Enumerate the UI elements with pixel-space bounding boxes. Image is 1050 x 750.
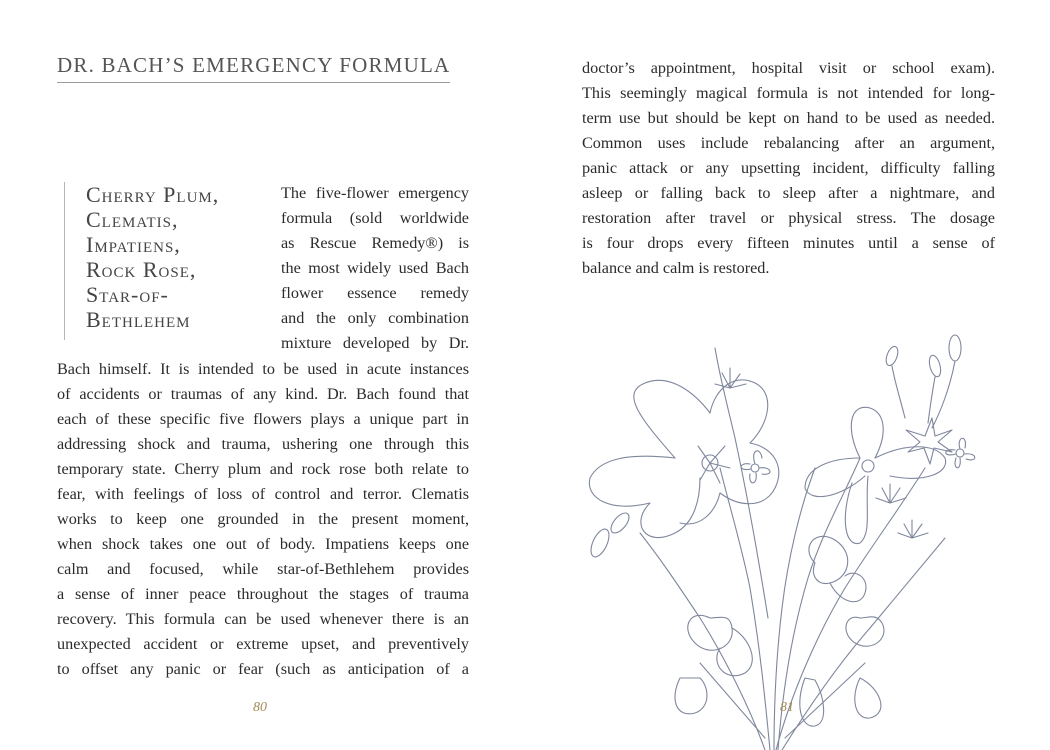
- text-line: fear, with feelings of loss of control and terror. Clematis: [57, 485, 469, 503]
- petal: [741, 451, 770, 483]
- text-line: recovery. This formula can be used whenever there is an: [57, 610, 469, 628]
- bud: [587, 526, 612, 559]
- pullquote-line: Cherry Plum,: [86, 182, 220, 207]
- bud-center: [956, 449, 964, 457]
- flower-center: [862, 460, 874, 472]
- text-line: as Rescue Remedy®) is: [281, 234, 469, 252]
- petal: [830, 573, 866, 602]
- petal: [717, 628, 752, 676]
- text-line: to offset any panic or fear (such as anticipation of a: [57, 660, 469, 678]
- page-number: 80: [253, 700, 267, 715]
- text-line: balance and calm is restored.: [582, 259, 770, 277]
- stem: [720, 468, 770, 750]
- text-line: calm and focused, while star-of-Bethlehem provides: [57, 560, 469, 578]
- text-line: panic attack or any upsetting incident, difficulty falling: [582, 159, 995, 177]
- petal: [634, 380, 768, 458]
- title-rule: [57, 82, 450, 83]
- text-line: and the only combination: [281, 309, 469, 327]
- text-line: unexpected accident or extreme upset, and preventively: [57, 635, 469, 653]
- text-line: term use but should be kept on hand to be used as needed.: [582, 109, 995, 127]
- text-line: mixture developed by Dr.: [281, 334, 469, 352]
- text-line: formula (sold worldwide: [281, 209, 469, 227]
- text-line: asleep or falling back to sleep after a nightmare, and: [582, 184, 995, 202]
- tuft: [898, 520, 928, 538]
- text-line: addressing shock and trauma, ushering one through this: [57, 435, 469, 453]
- page-number: 81: [780, 700, 794, 715]
- text-line: a sense of inner peace throughout the stages of trauma: [57, 585, 469, 603]
- tuft: [876, 484, 906, 503]
- stem: [700, 663, 765, 738]
- pullquote-line: Impatiens,: [86, 232, 181, 257]
- leaf: [855, 678, 881, 718]
- text-line: restoration after travel or physical stress. The dosage: [582, 209, 995, 227]
- right-page: [525, 0, 1050, 750]
- petal: [946, 438, 975, 467]
- stem: [776, 468, 925, 750]
- leaf: [675, 678, 707, 714]
- petal: [589, 456, 700, 537]
- flower-bouquet-illustration: [560, 318, 1010, 750]
- pullquote-line: Bethlehem: [86, 307, 191, 332]
- bud: [884, 345, 900, 367]
- stamen: [698, 446, 730, 483]
- text-line: is four drops every fifteen minutes until a sense of: [582, 234, 995, 252]
- text-line: of accidents or traumas of any kind. Dr. Bach found that: [57, 385, 469, 403]
- text-line: each of these specific five flowers plays a unique part in: [57, 410, 469, 428]
- text-line: when shock takes one out of body. Impatiens keeps one: [57, 535, 469, 553]
- bud: [608, 510, 633, 536]
- stem: [892, 361, 955, 428]
- text-line: works to keep one grounded in the present moment,: [57, 510, 469, 528]
- petal: [805, 458, 865, 497]
- pullquote-line: Rock Rose,: [86, 257, 197, 282]
- text-line: This seemingly magical formula is not intended for long-: [582, 84, 995, 102]
- body-paragraph: [57, 357, 469, 682]
- body-paragraph: [582, 56, 995, 281]
- intro-paragraph: [281, 181, 469, 356]
- leaf: [800, 678, 824, 726]
- pullquote-line: Star-of-: [86, 282, 169, 307]
- bud-center: [751, 464, 759, 472]
- text-line: Common uses include rebalancing after an argument,: [582, 134, 995, 152]
- petal: [845, 476, 868, 544]
- pullquote-line: Clematis,: [86, 207, 179, 232]
- bud: [927, 354, 942, 378]
- petal: [688, 615, 732, 650]
- pullquote: [64, 182, 265, 340]
- text-line: flower essence remedy: [281, 284, 469, 302]
- text-line: Bach himself. It is intended to be used in acute instances: [57, 360, 469, 378]
- star-flower: [906, 418, 952, 464]
- text-line: temporary state. Cherry plum and rock rose both relate to: [57, 460, 469, 478]
- petal: [846, 617, 884, 646]
- bud: [949, 335, 961, 361]
- text-line: The five-flower emergency: [281, 184, 469, 202]
- petal: [851, 407, 883, 458]
- text-line: doctor’s appointment, hospital visit or school exam).: [582, 59, 995, 77]
- chapter-title: DR. BACH’S EMERGENCY FORMULA: [57, 53, 451, 77]
- text-line: the most widely used Bach: [281, 259, 469, 277]
- stem: [785, 663, 865, 738]
- petal: [680, 443, 779, 524]
